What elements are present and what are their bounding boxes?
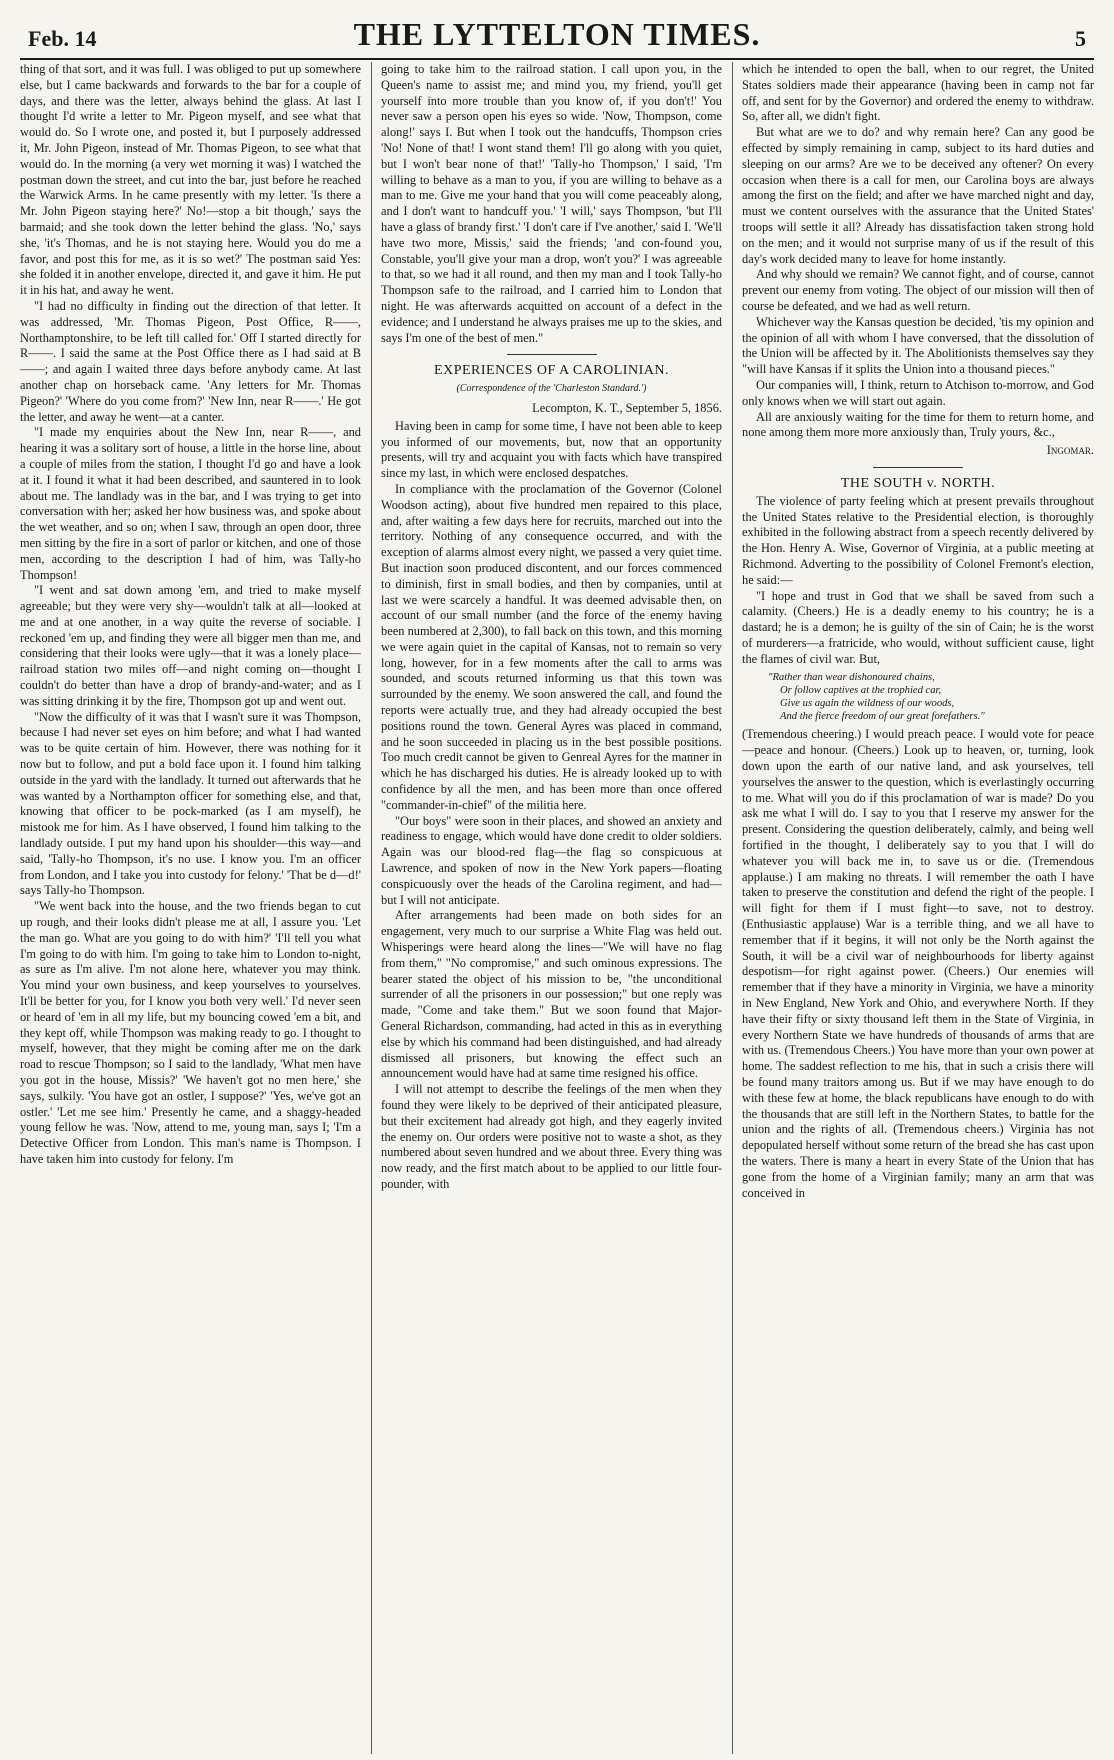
verse-line: Or follow captives at the trophied car, bbox=[780, 685, 942, 697]
paragraph: And why should we remain? We cannot fight, and of course, cannot prevent our enemy from voting. The object of our mission will then of course be defeated, and we had as well return. bbox=[742, 267, 1094, 313]
verse-line: And the fierce freedom of our great forefathers." bbox=[780, 711, 985, 723]
masthead bbox=[20, 4, 1094, 60]
column-2 bbox=[381, 62, 722, 1754]
paragraph: "We went back into the house, and the two friends began to cut up rough, and their looks didn't please me at all, I assure you. 'Let the man go. What are you going to do with him?' 'I'll tell you what I'm going to do with him. I'm going to take him to London to-night, as sure as I'm alive. I'm not alone here, whatever you may think. You mind your own business, and keep yourselves to yourselves. It'll be better for you, for I know you both very well.' I'd never seen or heard of 'em in all my life, but my bouncing cowed 'em a bit, and they kept off, while Thompson was making ready to go. I thought to myself, however, that they might be coming after me on the dark road to rescue Thompson; so I said to the landlady, 'What men have you got in the house, Missis?' 'We haven't got no men here,' she says, sulkily. 'You have got an ostler, I suppose?' 'Yes, we've got an ostler.' 'Let me see him.' Presently he came, and a shaggy-headed young fellow he was. 'Now, attend to me, young man, says I; 'I'm a Detective Officer from London. This man's name is Thompson. I have taken him into custody for felony. I'm bbox=[20, 899, 361, 1166]
paragraph: The violence of party feeling which at present prevails throughout the United States relative to the Presidential election, is thoroughly exhibited in the following abstract from a speech recently delivered by the Hon. Henry A. Wise, Governor of Virginia, at a public meeting at Richmond. Adverting to the possibility of Colonel Fremont's election, he said:— bbox=[742, 493, 1094, 587]
paragraph: which he intended to open the ball, when to our regret, the United States soldiers made their appearance (having been in camp not far off, and sent for by the Governor) and ordered the enemy to withdraw. So, after all, we didn't fight. bbox=[742, 62, 1094, 124]
paragraph: Having been in camp for some time, I have not been able to keep you informed of our movements, but, now that an opportunity presents, will try and acquaint you with facts which have transpired since my last, in which were enclosed despatches. bbox=[381, 418, 722, 481]
section-rule bbox=[507, 354, 597, 355]
column-1 bbox=[20, 62, 361, 1754]
paragraph: Our companies will, I think, return to Atchison to-morrow, and God only knows when we will start out again. bbox=[742, 377, 1094, 408]
issue-date: Feb. 14 bbox=[28, 26, 97, 51]
paragraph: going to take him to the railroad station. I call upon you, in the Queen's name to assist me; and mind you, my friend, you'll get yourself into more trouble than you know of, if you don't!' You never saw a person open his eyes so wide. 'Now, Thompson, come along!' says I. But when I took out the handcuffs, Thompson cries 'No! None of that! I wont stand them! I'll go along with you quiet, but I won't bear none of that!' 'Tally-ho Thompson,' I said, 'I'm willing to behave as a man to you, if you are willing to behave as a man to me. Give me your hand that you will come peaceably along, and I don't want to handcuff you.' 'I will,' says Thompson, 'but I'll have a glass of brandy first.' 'I don't care if I've another,' said I. 'We'll have two more, Missis,' said the friends; 'and con-found you, Constable, you'll give your man a drop, won't you?' I was agreeable to that, so we had it all round, and then my man and I took Tally-ho Thompson safe to the railroad, and I carried him to London that night. He was afterwards acquitted on account of a defect in the evidence; and I understand he always praises me up to the skies, and says I'm one of the best of men." bbox=[381, 62, 722, 345]
article-heading: EXPERIENCES OF A CAROLINIAN. bbox=[434, 363, 669, 379]
signature: Ingomar. bbox=[1046, 443, 1094, 458]
dateline: Lecompton, K. T., September 5, 1856. bbox=[532, 400, 722, 415]
paragraph: I will not attempt to describe the feelings of the men when they found they were likely to be deprived of their anticipated pleasure, but their excitement had already got high, and they eagerly invited the enemy on. Our orders were positive not to waste a shot, as they numbered about seven hundred and we about three. Every thing was now ready, and the first match about to be applied to our little four-pounder, with bbox=[381, 1082, 722, 1191]
paragraph: "I made my enquiries about the New Inn, near R——, and hearing it was a solitary sort of house, a little in the horse line, about a couple of miles from the station, I thought I'd go and have a look at it. I found it what it had been described, and sauntered in to look about me. The landlady was in the bar, and I was trying to get into conversation with her; asked her how business was, and spoke about the wet weather, and so on; when I saw, through an open door, three men sitting by the fire in a sort of parlor or kitchen, and one of those men, according to the description I had of him, was Tally-ho Thompson! bbox=[20, 425, 361, 582]
paragraph: "I went and sat down among 'em, and tried to make myself agreeable; but they were very shy—wouldn't talk at all—looked at me and at one another, in a way quite the reverse of sociable. I reckoned 'em up, and finding they were all bigger men than me, and considering that their looks were ugly—that it was a lonely place—railroad station two miles off—and night coming on—thought I couldn't do better than have a drop of brandy-and-water; and as I was sitting drinking it by the fire, Thompson got up and went out. bbox=[20, 583, 361, 708]
section-rule bbox=[873, 467, 963, 468]
article-subheading: (Correspondence of the 'Charleston Standard.') bbox=[456, 383, 647, 395]
paragraph: "I hope and trust in God that we shall be saved from such a calamity. (Cheers.) He is a deadly enemy to his country; he is a dastard; he is a demon; he is guilty of the sin of Cain; he is the worst of murderers—a fratricide, who would, without sufficient cause, light the flames of civil war. But, bbox=[742, 588, 1094, 666]
column-divider bbox=[371, 62, 372, 1754]
paragraph: All are anxiously waiting for the time for them to return home, and none among them more more anxiously than, Truly yours, &c., bbox=[742, 409, 1094, 440]
page-number: 5 bbox=[1075, 26, 1086, 51]
column-3 bbox=[742, 62, 1094, 1754]
paragraph: "Now the difficulty of it was that I wasn't sure it was Thompson, because I had never set eyes on him before; and what I had wanted was to be quite certain of him. However, there was nothing for it now but to follow, and put a bold face upon it. I found him talking outside in the yard with the landlady. It turned out afterwards that he was wanted by a Northampton officer for something else, and that, knowing that officer to be pock-marked (as I am myself), he mistook me for him. As I have observed, I found him talking to the landlady outside. I put my hand upon his shoulder—this way—and said, 'Tally-ho Thompson, it's no use. I know you. I'm an officer from London, and I take you into custody for felony.' 'That be d—d!' says Tally-ho Thompson. bbox=[20, 709, 361, 898]
paragraph: After arrangements had been made on both sides for an engagement, very much to our surprise a White Flag was held out. Whisperings were heard along the lines—"We will have no flag from them," "No compromise," and such ominous expressions. The bearer stated the object of his mission to be, "the unconditional surrender of all the prisoners in our possession;" but one reply was made, "Come and take them." But we soon found that Major-General Richardson, commanding, had acted in this as in everything else by which his command had been distinguished, and had already dismissed all prisoners, but knowing the effect such an announcement would have had at same time resigned his office. bbox=[381, 908, 722, 1081]
verse-line: Give us again the wildness of our woods, bbox=[780, 698, 955, 710]
paragraph: "I had no difficulty in finding out the direction of that letter. It was addressed, 'Mr. Thomas Pigeon, Post Office, R——, Northamptonshire, to be left till called for.' Off I started directly for R——. I said the same at the Post Office there as I had said at B——; and again I waited three days before anybody came. At last another chap on horseback came. 'Any letters for Mr. Thomas Pigeon?' 'Where do you come from?' 'New Inn, near R——.' He got the letter, and away he went—at a canter. bbox=[20, 298, 361, 424]
paragraph: thing of that sort, and it was full. I was obliged to put up somewhere else, but I came backwards and forwards to the bar for a couple of days, and there was the letter, always behind the glass. At last I thought I'd write a letter to Mr. Pigeon myself, and see what that would do. So I wrote one, and posted it, but I purposely addressed it, Mr. John Pigeon, instead of Mr. Thomas Pigeon, to see what that would do. In the morning (a very wet morning it was) I watched the postman down the street, and cut into the bar, just before he reached the Warwick Arms. In he came presently with my letter. 'Is there a Mr. John Pigeon staying here?' No!—stop a bit though,' says the barmaid; and she took down the letter behind the glass. 'No,' says she, 'it's Thomas, and he is not staying here. Would you do me a favor, and post this for me, as it is so wet?' The postman said Yes: she folded it in another envelope, directed it, and gave it him. He put it in his hat, and away he went. bbox=[20, 62, 361, 298]
verse-line: "Rather than wear dishonoured chains, bbox=[768, 672, 935, 684]
paragraph: In compliance with the proclamation of the Governor (Colonel Woodson acting), about five hundred men repaired to this place, and, after waiting a few days here for recruits, marched out into the territory. Nothing of any consequence occurred, and with the exception of alarms almost every night, we passed a very quiet time. But inaction soon produced discontent, and our forces commenced to diminish, first in small bodies, and then by companies, until at last we were scarcely a handful. It was deemed advisable then, on account of our small number (and the force of the enemy having been numbered at 2,300), to fall back on this town, and this morning we were again quiet in the capital of Kansas, not to remain so very long, however, for in a few moments after the call to arms was sounded, and scouts returned informing us that this town was surrounded by the enemy. We soon answered the call, and found the reports were actually true, and they had already occupied the best positions round the town. General Ayres was placed in command, and he soon succeeded in placing us in the best possible positions. Too much credit cannot be given to Genreal Ayres for the manner in which he has discharged his duties. He is already looked up to with confidence by all the men, and has been more than once offered "commander-in-chief" of the militia here. bbox=[381, 481, 722, 812]
article-heading: THE SOUTH v. NORTH. bbox=[840, 475, 996, 491]
column-divider bbox=[732, 62, 733, 1754]
paragraph: Whichever way the Kansas question be decided, 'tis my opinion and the opinion of all with whom I have conversed, that the dissolution of the Union will be affected by it. The Abolitionists themselves say they "will have Kansas if it splits the Union into a thousand pieces." bbox=[742, 314, 1094, 377]
paragraph: "Our boys" were soon in their places, and showed an anxiety and readiness to engage, which would have done credit to older soldiers. Again was our blood-red flag—the flag so conspicuous at Lawrence, and spoken of now in the New York papers—floating conspicuously over the heads of the Carolina regiment, and had—but I will not anticipate. bbox=[381, 813, 722, 907]
verse-quote bbox=[768, 671, 1094, 723]
paragraph: But what are we to do? and why remain here? Can any good be effected by simply remaining in camp, subject to its hard duties and sleeping on our arms? Are we to be deceived any oftener? On every occasion when there is a call for men, our Carolina boys are always among the first on the field; and after we have marched night and day, must we content ourselves with the assurance that the United States' troops will settle it all? Already has dissatisfaction taken strong hold on the men; and it would not surprise many of us if the result of this day's work decided many to leave for home instantly. bbox=[742, 125, 1094, 266]
newspaper-title: THE LYTTELTON TIMES. bbox=[353, 16, 761, 52]
paragraph: (Tremendous cheering.) I would preach peace. I would vote for peace—peace and honour. (Cheers.) Look up to heaven, or, turning, look down upon the earth of our native land, and ask yourselves, tell yourselves the answer to the question, which is everlastingly occurring to me. What will you do if this proclamation of war is made? Do you ask me what I will do. I say to you that I reserve my answer for the present. Considering the question deliberately, calmly, and being well fortified in the thought, I deliberately say to you that I will do whatever you will back me in, to save us or die. (Tremendous applause.) I am making no threats. I will remember the oath I have taken to preserve the constitution and defend the right of the people. I will fight for them if I must fight—to save, not to destroy. (Enthusiastic applause) War is a terrible thing, and we all have to remember that if it begins, it will not only be the North against the South, it will be a civil war of neighbourhoods for liberty against despotism—for right against power. (Cheers.) Our enemies will remember that if they have a minority in Virginia, we have a minority in New England, New York and Ohio, and everywhere North. If they have their fifty or sixty thousand left them in the State of Virginia, in every Northern State we have hundreds of thousands of arms that are with us. (Tremendous Cheers.) You have more than your own power at home. The saddest reflection to me his, that in such a crisis there will be found many traitors among us. But if we may have enough to do with these few at home, the black republicans have enough to do with the thousands that are still left in the Northern States, to battle for the union and the rights of all. (Tremendous cheers.) Virginia has not depopulated herself without some return of the bread she has cast upon the waters. There is many a heart in every State of the Union that has gone from the home of a Virginian family; many an arm that was conceived in bbox=[742, 727, 1094, 1200]
